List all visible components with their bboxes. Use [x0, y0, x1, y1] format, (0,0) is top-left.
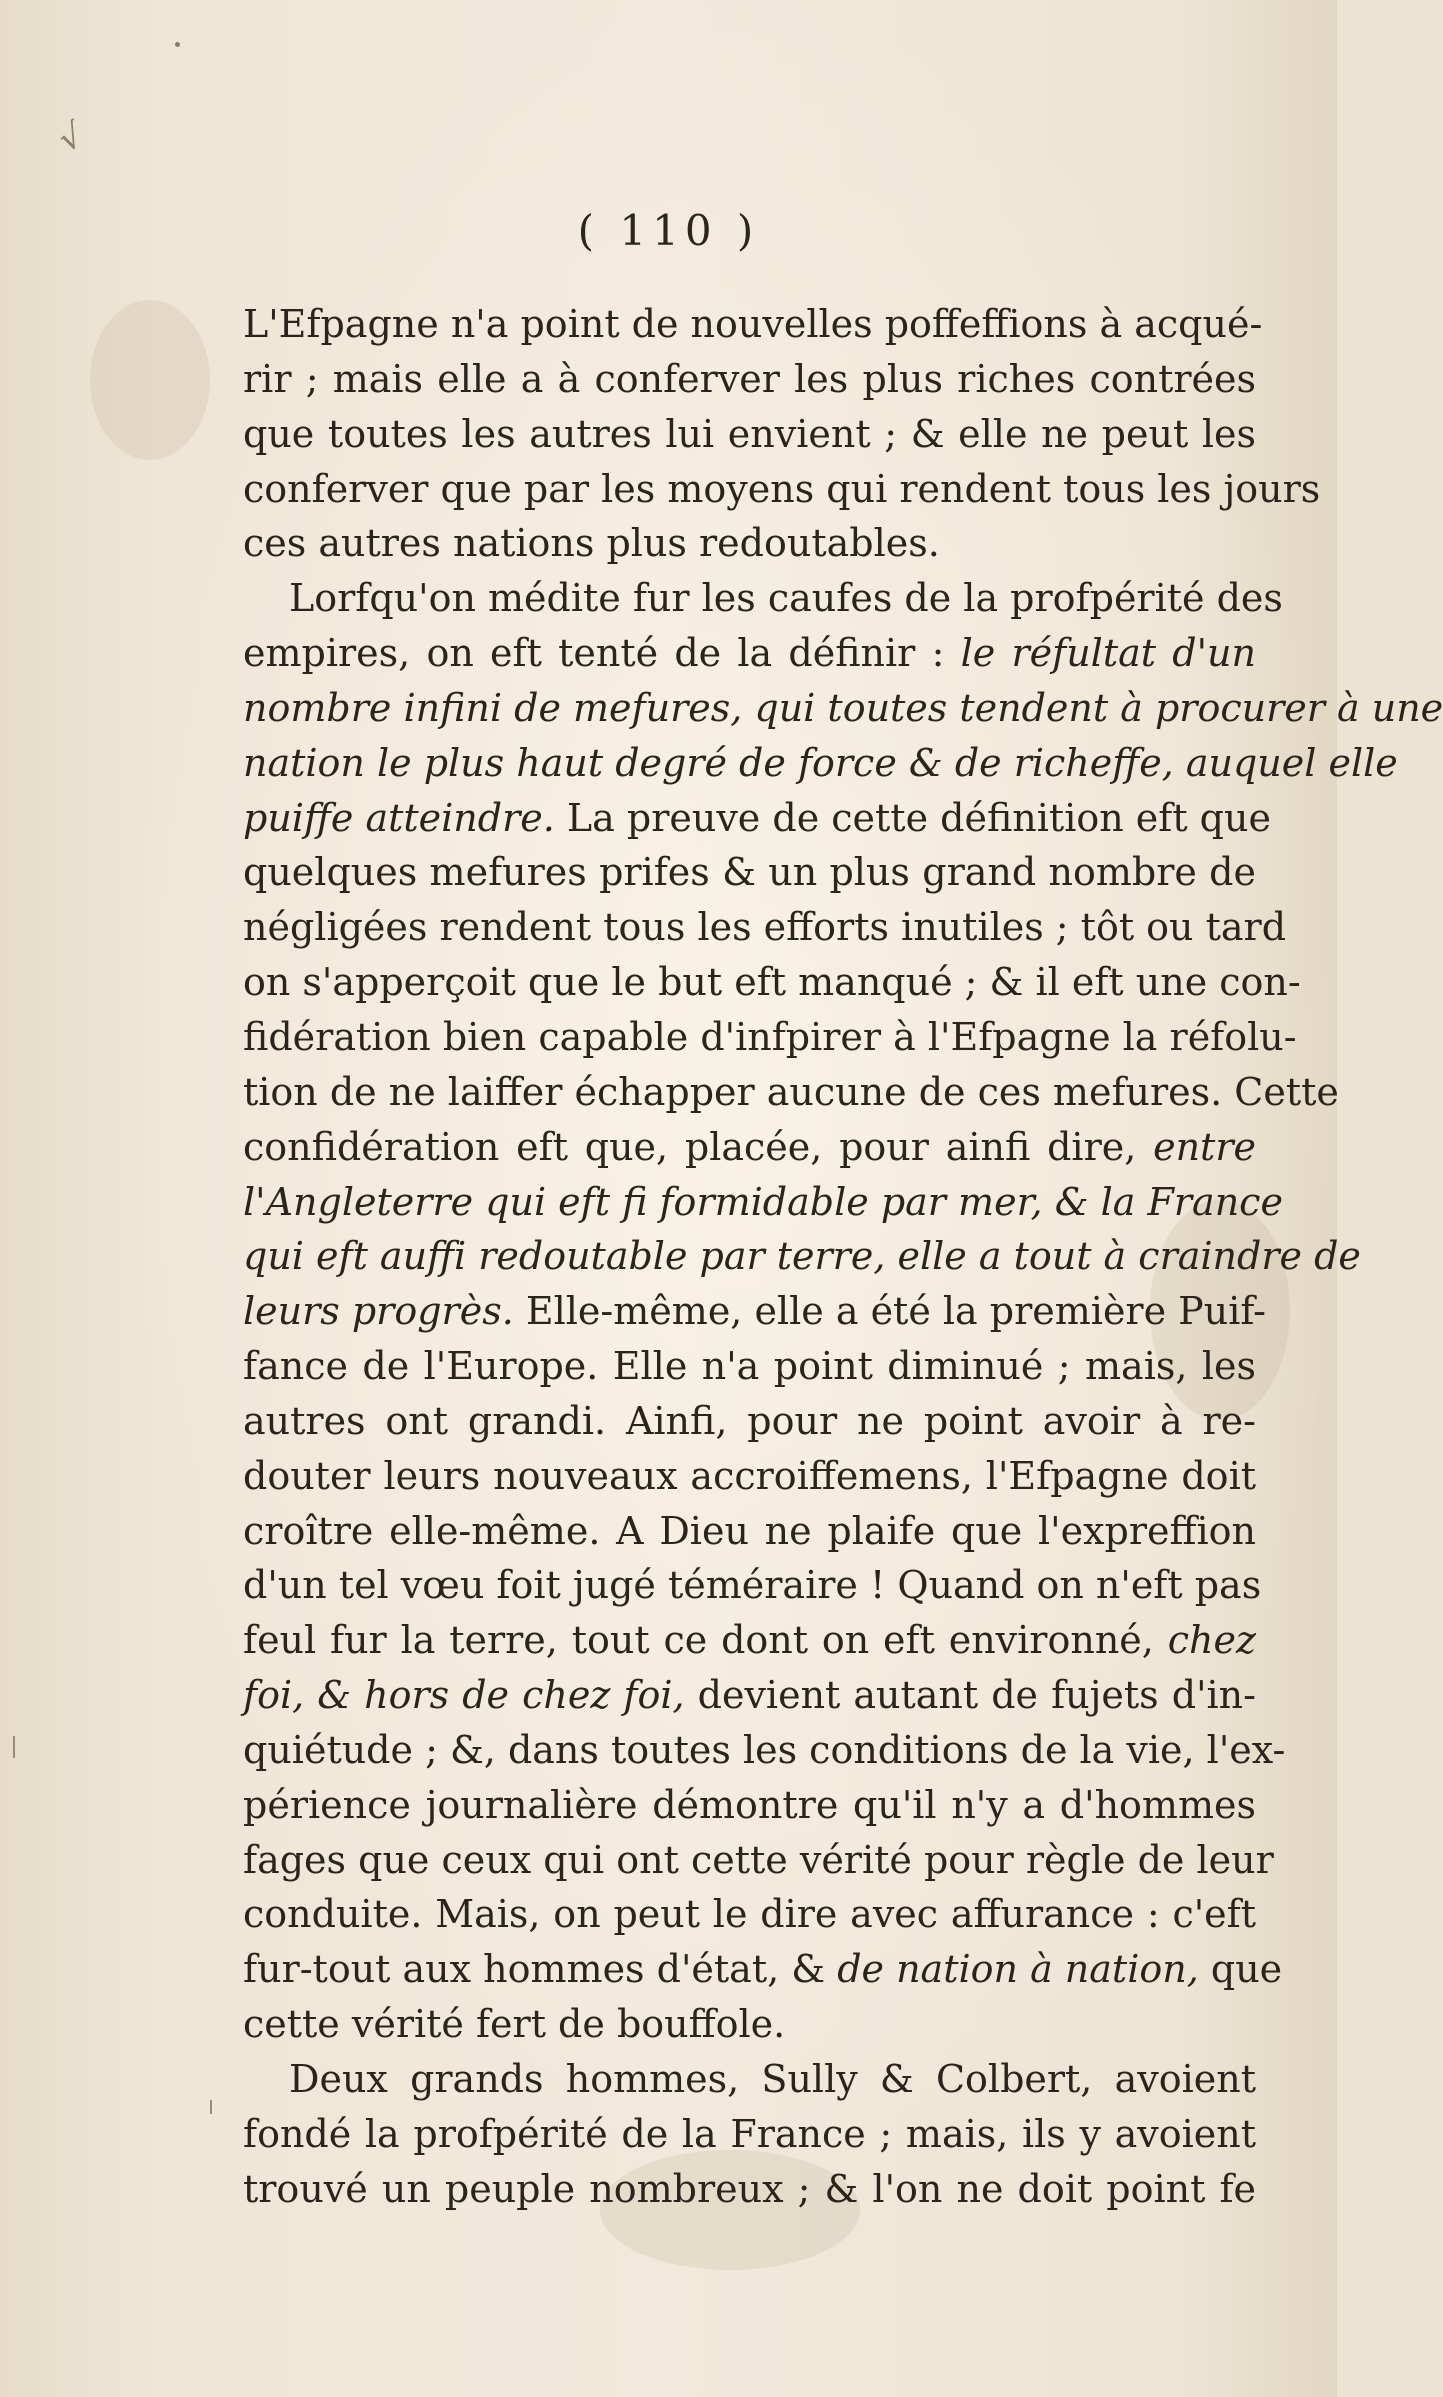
text-line [243, 352, 1256, 407]
text-segment: trouvé un peuple nombreux ; & l'on ne doit point fe [243, 2166, 1256, 2211]
text-line [243, 791, 1271, 846]
text-line [243, 1339, 1256, 1394]
text-segment: feul fur la terre, tout ce dont on eft environné, [243, 1618, 1154, 1663]
text-line [243, 626, 1256, 681]
italic-text: de nation à nation, [837, 1947, 1199, 1992]
text-segment: La preuve de cette définition eft que [566, 795, 1271, 840]
text-segment: empires, on eft tenté de la définir : [243, 631, 945, 676]
text-segment: ces autres nations plus redoutables. [243, 521, 940, 566]
text-line [243, 736, 1398, 791]
text-segment: fance de l'Europe. Elle n'a point diminué ; mais, les [243, 1344, 1256, 1389]
text-line [243, 1887, 1256, 1942]
text-line [243, 2107, 1256, 2162]
text-line [243, 407, 1256, 462]
text-segment: cette vérité fert de bouffole. [243, 2002, 786, 2047]
text-segment: d'un tel vœu foit jugé téméraire ! Quand on n'eft pas [243, 1563, 1262, 1608]
text-line [243, 900, 1287, 955]
italic-text: qui eft auffi redoutable par terre, elle a tout à craindre de [243, 1234, 1361, 1279]
italic-text: entre [1153, 1124, 1256, 1169]
text-line [243, 681, 1443, 736]
text-line [243, 1449, 1256, 1504]
text-segment: négligées rendent tous les efforts inutiles ; tôt ou tard [243, 905, 1287, 950]
text-segment: fur-tout aux hommes d'état, & [243, 1947, 826, 1992]
italic-text: puiffe atteindre. [243, 795, 555, 840]
text-line [243, 1997, 1256, 2052]
text-segment: que toutes les autres lui envient ; & elle ne peut les [243, 411, 1256, 456]
ink-dot [175, 42, 180, 47]
margin-mark [13, 1736, 15, 1758]
paper-stain [90, 300, 210, 460]
text-segment: croître elle-même. A Dieu ne plaife que l'expreffion [243, 1508, 1256, 1553]
text-segment: confidération eft que, placée, pour ainfi dire, [243, 1124, 1137, 1169]
text-segment: Deux grands hommes, Sully & Colbert, avoient [289, 2057, 1256, 2101]
text-segment: fages que ceux qui ont cette vérité pour règle de leur [243, 1837, 1274, 1882]
text-line [243, 1284, 1266, 1339]
text-line [243, 845, 1256, 900]
text-segment: que [1210, 1947, 1283, 1992]
text-line [243, 1668, 1256, 1723]
text-segment: quiétude ; &, dans toutes les conditions de la vie, l'ex- [243, 1727, 1286, 1772]
text-segment: tion de ne laiffer échapper aucune de ces mefures. Cette [243, 1069, 1339, 1114]
text-line [243, 955, 1301, 1010]
text-line [243, 1175, 1283, 1230]
text-line [243, 1504, 1256, 1559]
text-line [243, 1558, 1262, 1613]
text-line [243, 571, 1283, 626]
text-segment: rir ; mais elle a à conferver les plus riches contrées [243, 356, 1256, 401]
text-line [243, 1723, 1286, 1778]
text-segment: autres ont grandi. Ainfi, pour ne point avoir à re- [243, 1398, 1256, 1443]
pencil-check-mark: √ [52, 115, 90, 161]
text-segment: quelques mefures prifes & un plus grand nombre de [243, 850, 1256, 895]
text-line [243, 1065, 1339, 1120]
italic-text: l'Angleterre qui eft fi formidable par mer, & la France [243, 1179, 1283, 1224]
text-line [243, 297, 1263, 352]
italic-text: chez [1167, 1618, 1256, 1663]
text-segment: douter leurs nouveaux accroiffemens, l'Efpagne doit [243, 1453, 1256, 1498]
page-number: ( 110 ) [577, 206, 760, 255]
italic-text: nation le plus haut degré de force & de richeffe, auquel elle [243, 740, 1398, 785]
text-segment: fondé la profpérité de la France ; mais, ils y avoient [243, 2111, 1256, 2156]
text-segment: fidération bien capable d'infpirer à l'Efpagne la réfolu- [243, 1014, 1297, 1059]
italic-text: leurs progrès. [243, 1289, 514, 1334]
text-line [243, 1833, 1274, 1888]
text-line [243, 1120, 1256, 1175]
margin-mark [210, 2100, 212, 2114]
text-line [243, 1229, 1361, 1284]
text-line [243, 1778, 1256, 1833]
text-segment: Elle-même, elle a été la première Puif- [525, 1289, 1266, 1334]
text-line [243, 1010, 1297, 1065]
italic-text: nombre infini de mefures, qui toutes tendent à procurer à une [243, 685, 1443, 730]
text-segment: conduite. Mais, on peut le dire avec affurance : c'eft [243, 1892, 1256, 1937]
text-line [243, 2052, 1256, 2107]
text-segment: L'Efpagne n'a point de nouvelles poffeffions à acqué- [243, 302, 1263, 346]
text-segment: devient autant de fujets d'in- [697, 1673, 1256, 1718]
text-line [243, 1394, 1256, 1449]
text-line [243, 2162, 1256, 2217]
body-text [243, 297, 1443, 2217]
italic-text: foi, & hors de chez foi, [243, 1673, 685, 1718]
text-segment: périence journalière démontre qu'il n'y a d'hommes [243, 1782, 1256, 1827]
text-segment: on s'apperçoit que le but eft manqué ; & il eft une con- [243, 960, 1301, 1005]
text-line [243, 462, 1321, 517]
italic-text: le réfultat d'un [960, 631, 1256, 676]
text-line [243, 516, 1256, 571]
text-line [243, 1942, 1283, 1997]
text-segment: Lorfqu'on médite fur les caufes de la profpérité des [289, 576, 1283, 621]
text-segment: conferver que par les moyens qui rendent tous les jours [243, 466, 1321, 511]
text-line [243, 1613, 1256, 1668]
